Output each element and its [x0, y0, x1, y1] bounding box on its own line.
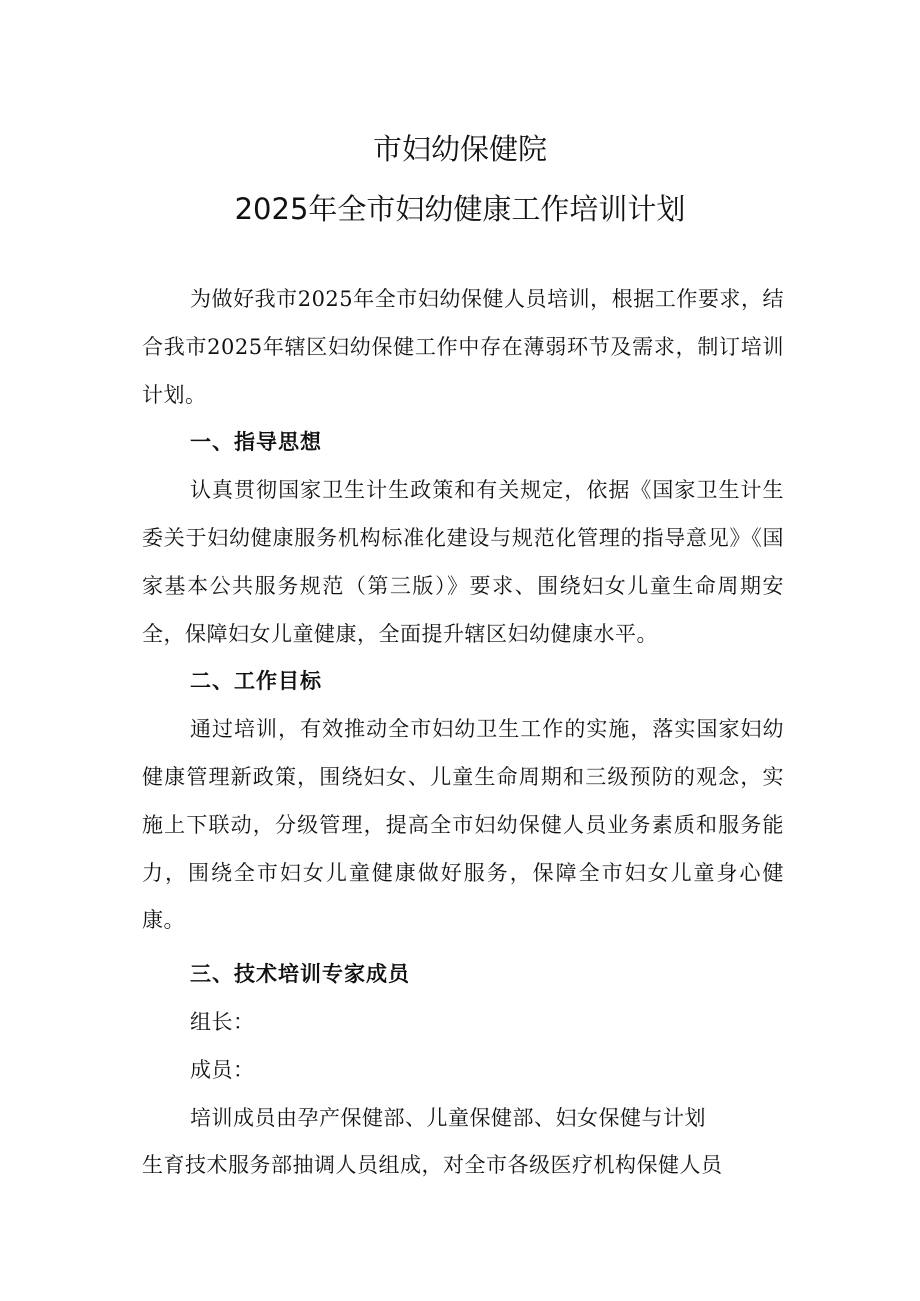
section-paragraph-work-goals: 通过培训，有效推动全市妇幼卫生工作的实施，落实国家妇幼健康管理新政策，围绕妇女、儿童生命周期和三级预防的观念，实施上下联动，分级管理，提高全市妇幼保健人员业务素质和服务能力，围绕全市妇女儿童健康做好服务，保障全市妇女儿童身心健康。	[142, 717, 784, 933]
section-heading-guiding-ideology: 一、指导思想	[190, 430, 322, 455]
section-heading-work-goals: 二、工作目标	[190, 669, 322, 694]
team-members-label: 成员：	[190, 1057, 255, 1082]
section-paragraph-guiding-ideology: 认真贯彻国家卫生计生政策和有关规定，依据《国家卫生计生委关于妇幼健康服务机构标准化建设与规范化管理的指导意见》《国家基本公共服务规范（第三版）》要求、围绕妇女儿童生命周期安全，保障妇女儿童健康，全面提升辖区妇幼健康水平。	[142, 478, 784, 646]
team-leader-label: 组长：	[190, 1009, 255, 1034]
section-heading-expert-members: 三、技术培训专家成员	[190, 962, 410, 987]
intro-paragraph: 为做好我市2025年全市妇幼保健人员培训，根据工作要求，结合我市2025年辖区妇幼保健工作中存在薄弱环节及需求，制订培训计划。	[142, 287, 784, 407]
document-body	[142, 276, 784, 1190]
expert-members-text-line2: 生育技术服务部抽调人员组成，对全市各级医疗机构保健人员	[142, 1153, 723, 1178]
document-title-org: 市妇幼保健院	[372, 132, 547, 166]
expert-members-text-line1: 培训成员由孕产保健部、儿童保健部、妇女保健与计划	[190, 1105, 706, 1130]
document-title-main: 2025年全市妇幼健康工作培训计划	[234, 192, 686, 226]
